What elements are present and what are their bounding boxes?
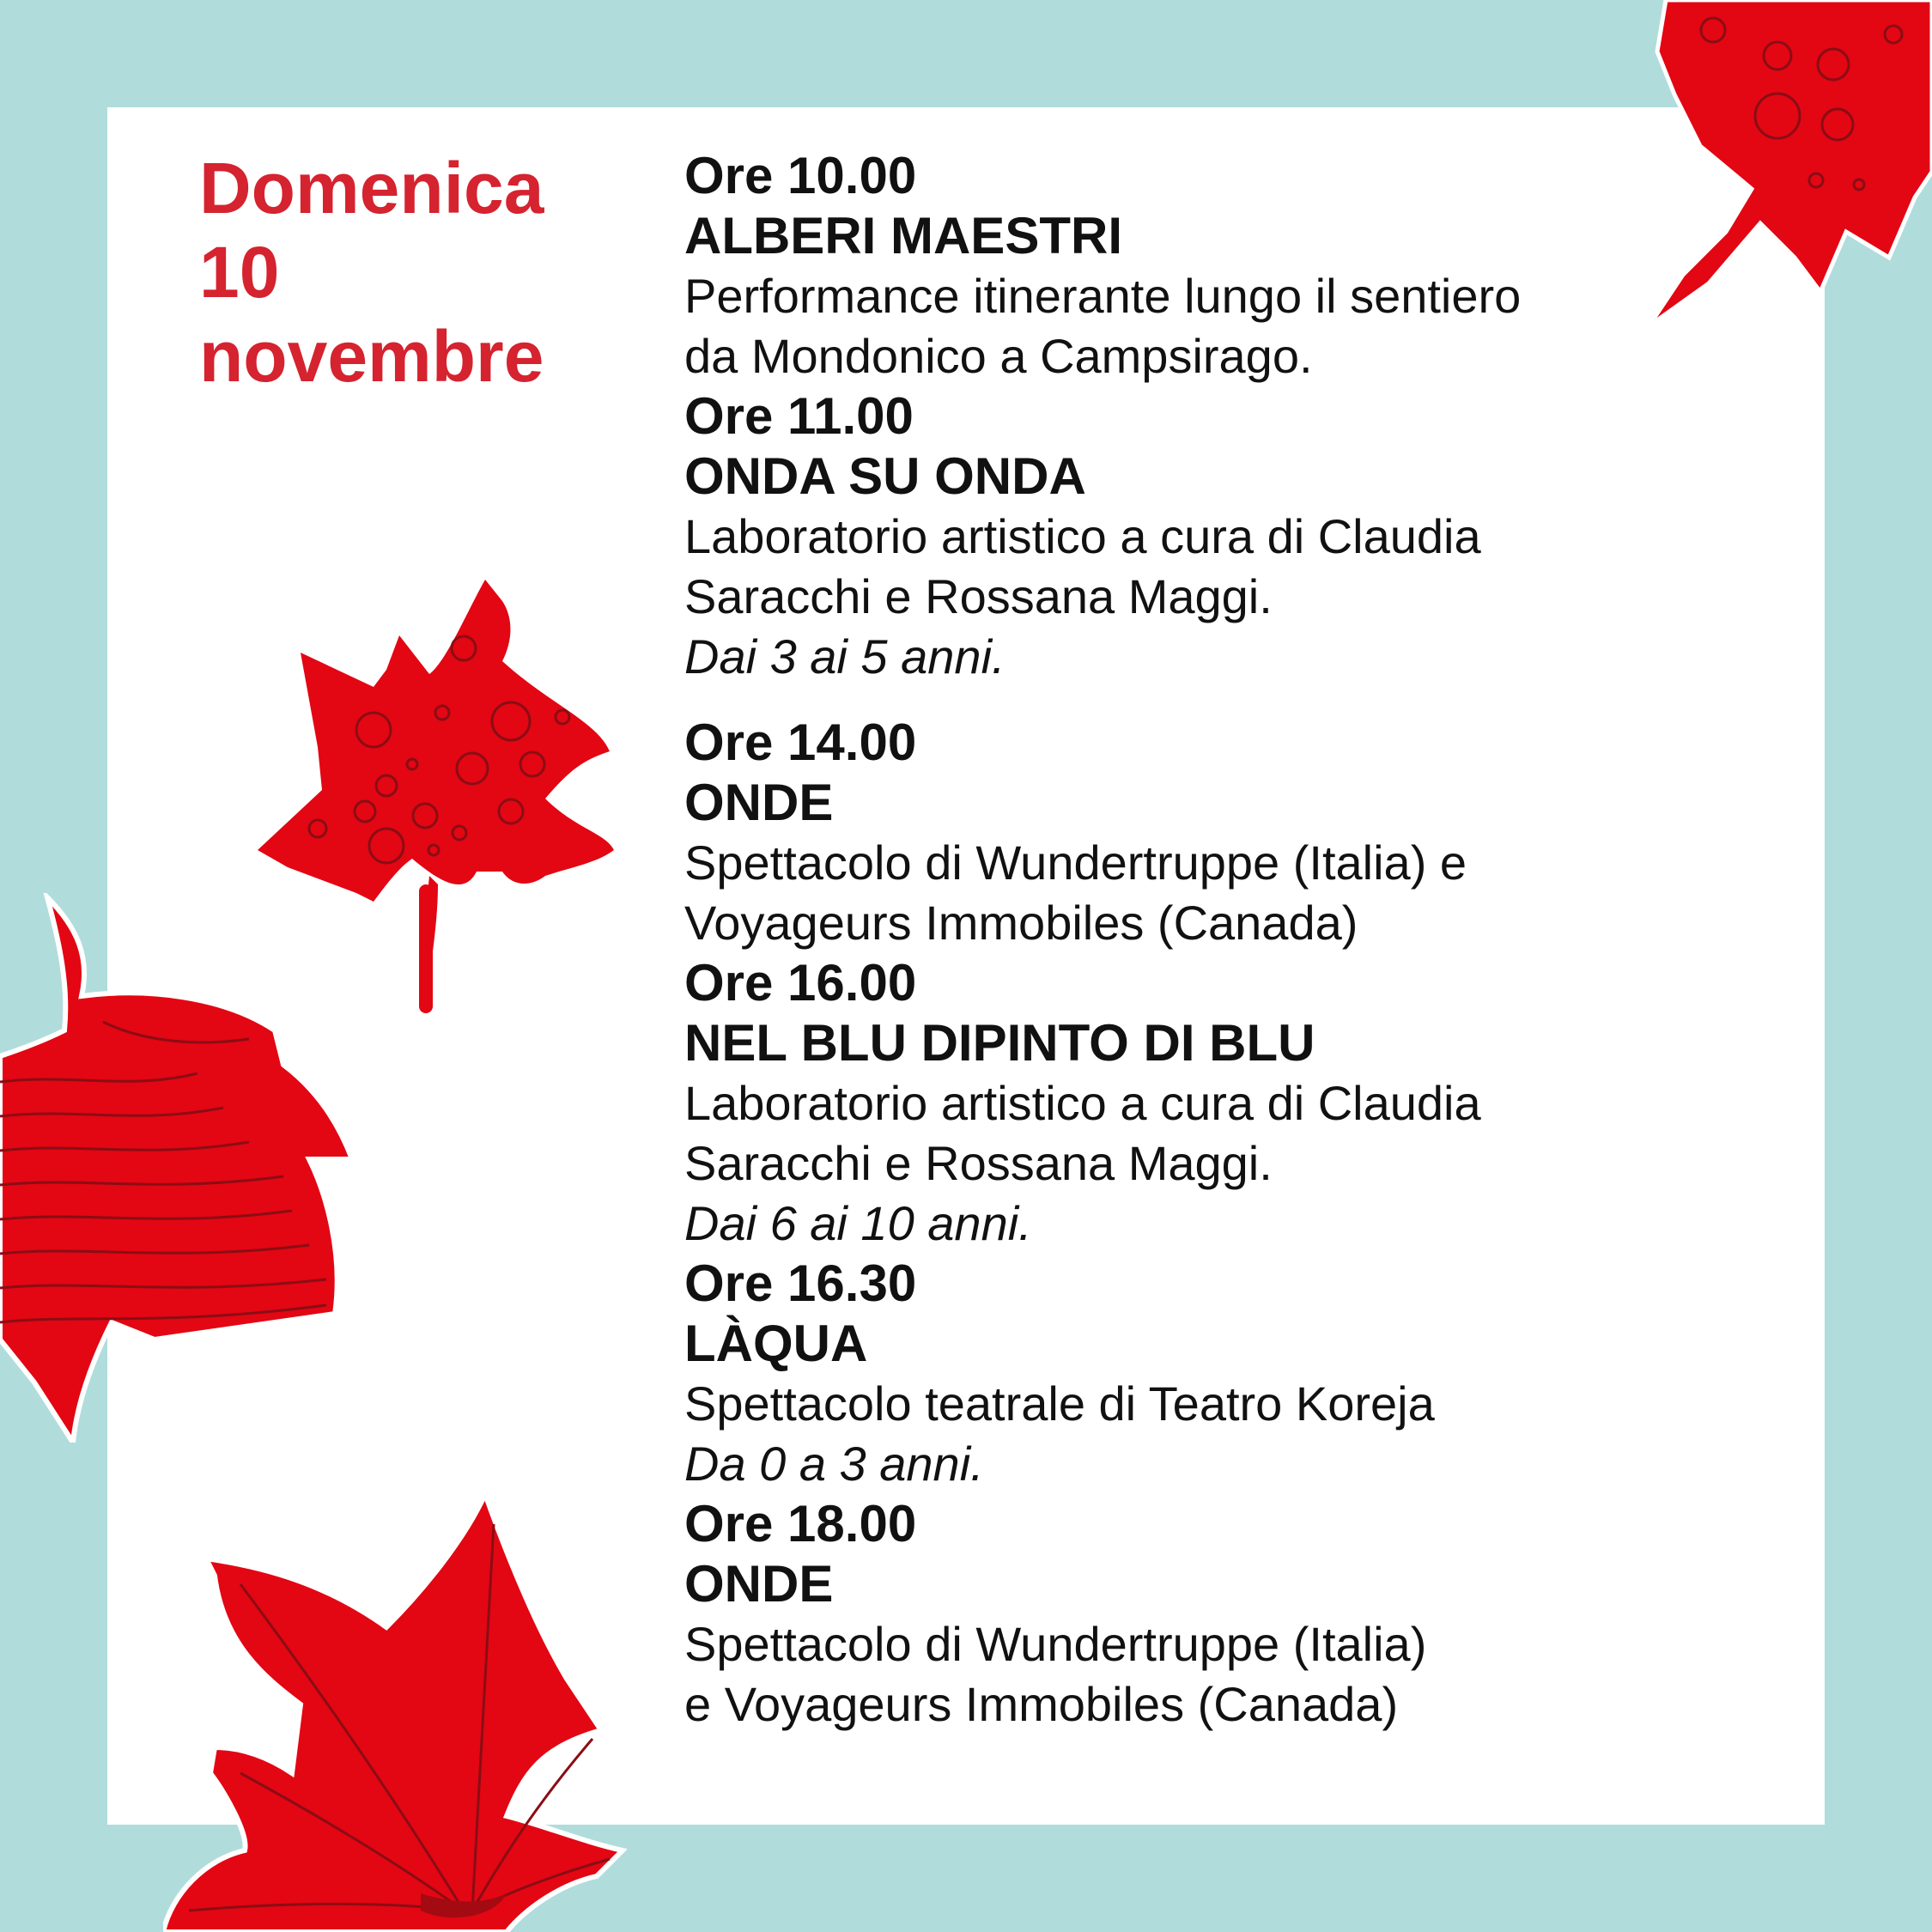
event-description: Voyageurs Immobiles (Canada) xyxy=(684,896,1358,950)
leaf-bottom-left-icon xyxy=(163,1490,627,1932)
event-description: Saracchi e Rossana Maggi. xyxy=(684,1136,1273,1190)
event-description: Laboratorio artistico a cura di Claudia xyxy=(684,1076,1481,1130)
event-time: Ore 11.00 xyxy=(684,387,914,445)
event-description: Spettacolo di Wundertruppe (Italia) e xyxy=(684,835,1467,890)
event-age-range: Da 0 a 3 anni. xyxy=(684,1437,984,1491)
event-item xyxy=(684,146,1706,386)
event-description: e Voyageurs Immobiles (Canada) xyxy=(684,1677,1399,1731)
event-description: Performance itinerante lungo il sentiero xyxy=(684,269,1522,323)
event-time: Ore 18.00 xyxy=(684,1495,917,1552)
event-item xyxy=(684,386,1706,687)
event-schedule xyxy=(684,146,1706,1735)
event-item xyxy=(684,953,1706,1254)
date-heading xyxy=(199,146,544,398)
event-time: Ore 14.00 xyxy=(684,714,917,771)
event-item xyxy=(684,713,1706,953)
event-item xyxy=(684,1494,1706,1735)
event-description: Laboratorio artistico a cura di Claudia xyxy=(684,509,1481,563)
event-description: da Mondonico a Campsirago. xyxy=(684,329,1313,383)
event-description: Saracchi e Rossana Maggi. xyxy=(684,569,1273,623)
event-description: Spettacolo di Wundertruppe (Italia) xyxy=(684,1617,1427,1671)
event-title: NEL BLU DIPINTO DI BLU xyxy=(684,1014,1315,1072)
event-title: LÀQUA xyxy=(684,1315,868,1372)
day-name: Domenica xyxy=(199,148,544,228)
event-age-range: Dai 6 ai 10 anni. xyxy=(684,1196,1032,1250)
event-title: ONDE xyxy=(684,1555,834,1613)
event-description: Spettacolo teatrale di Teatro Koreja xyxy=(684,1376,1435,1431)
event-age-range: Dai 3 ai 5 anni. xyxy=(684,629,1005,683)
event-title: ONDE xyxy=(684,774,834,831)
event-time: Ore 16.30 xyxy=(684,1255,917,1312)
event-time: Ore 10.00 xyxy=(684,147,917,204)
event-time: Ore 16.00 xyxy=(684,954,917,1012)
leaf-left-icon xyxy=(0,893,361,1443)
month-name: novembre xyxy=(199,316,544,397)
event-item xyxy=(684,1254,1706,1494)
event-title: ONDA SU ONDA xyxy=(684,447,1086,505)
event-title: ALBERI MAESTRI xyxy=(684,207,1122,264)
day-number: 10 xyxy=(199,232,280,313)
